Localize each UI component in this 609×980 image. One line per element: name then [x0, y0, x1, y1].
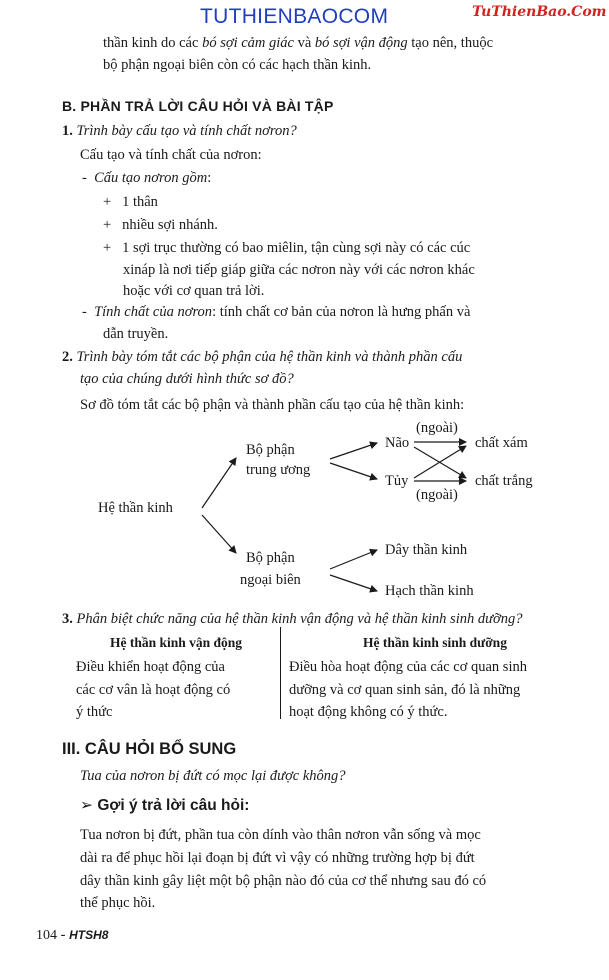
answer-line-2: dài ra để phục hồi lại đoạn bị đứt vì vậy có những trường hợp bị đứt [80, 850, 475, 866]
q3-col1-line-1: Điều khiển hoạt động của [76, 659, 225, 675]
intro-line-2: bộ phận ngoại biên còn có các hạch thần kinh. [103, 57, 372, 73]
q3-column-divider [280, 627, 281, 719]
diagram-peripheral-label-2: ngoại biên [240, 572, 301, 588]
q1-structure-line: - Cấu tạo nơron gồm: [82, 170, 212, 186]
site-logo: TuThienBao.Com [472, 4, 607, 20]
diagram-ganglion-label: Hạch thần kinh [385, 583, 474, 599]
q3-col2-line-2: dưỡng và cơ quan sinh sản, đó là những [289, 682, 521, 698]
q3-col2-line-1: Điều hòa hoạt động của các cơ quan sinh [289, 659, 527, 675]
q1-property-line-2: dẫn truyền. [103, 326, 169, 342]
q2-question: 2. Trình bày tóm tắt các bộ phận của hệ thần kinh và thành phần cấu [62, 349, 463, 365]
diagram-grey-matter-label: chất xám [475, 435, 528, 451]
q2-question-line-2: tạo của chúng dưới hình thức sơ đồ? [80, 371, 294, 387]
answer-line-4: thể phục hồi. [80, 895, 156, 911]
q1-bullet-3-line-3: hoặc với cơ quan trả lời. [123, 283, 265, 299]
q3-col2-line-3: hoạt động không có ý thức. [289, 704, 448, 720]
q2-intro: Sơ đồ tóm tắt các bộ phận và thành phần cấu tạo của hệ thần kinh: [80, 397, 465, 413]
q1-intro: Cấu tạo và tính chất của nơron: [80, 147, 262, 163]
q3-col2-heading: Hệ thần kinh sinh dưỡng [363, 635, 507, 650]
answer-line-3: dây thần kinh gây liệt một bộ phận nào đó của cơ thể nhưng sau đó có [80, 873, 487, 889]
diagram-white-matter-label: chất trắng [475, 473, 533, 489]
diagram-arrow-to-brain [330, 443, 377, 459]
section-b-title: B. PHẦN TRẢ LỜI CÂU HỎI VÀ BÀI TẬP [62, 98, 334, 114]
q1-bullet-1: + 1 thân [103, 194, 158, 210]
hint-arrow-icon: ➢ [80, 796, 93, 814]
q1-bullet-3: + 1 sợi trục thường có bao miêlin, tận cùng sợi này có các cúc [103, 240, 471, 256]
hint-heading: ➢ Gợi ý trả lời câu hỏi: [80, 796, 250, 814]
section-iii-question: Tua của nơron bị đứt có mọc lại được không? [80, 768, 346, 784]
diagram-arrow-to-peripheral [202, 515, 236, 553]
q1-bullet-3-line-2: xináp là nơi tiếp giáp giữa các nơron này với các nơron khác [123, 262, 475, 278]
nervous-system-diagram [0, 415, 609, 605]
diagram-brain-label: Não [385, 435, 410, 451]
q1-question: 1. Trình bày cấu tạo và tính chất nơron? [62, 123, 297, 139]
q1-bullet-2: + nhiều sợi nhánh. [103, 217, 218, 233]
q1-property-line: - Tính chất của nơron: tính chất cơ bản của nơron là hưng phấn và [82, 304, 471, 320]
diagram-outer-bottom-label: (ngoài) [416, 487, 458, 503]
q3-col1-line-2: các cơ vân là hoạt động có [76, 682, 231, 698]
q3-col1-line-3: ý thức [76, 704, 113, 720]
diagram-root-label: Hệ thần kinh [98, 500, 173, 516]
diagram-arrow-to-spinal [330, 463, 377, 479]
answer-line-1: Tua nơron bị đứt, phần tua còn dính vào thân nơron vẫn sống và mọc [80, 827, 481, 843]
section-iii-title: III. CÂU HỎI BỔ SUNG [62, 740, 237, 758]
diagram-arrow-to-nerve [330, 550, 377, 569]
diagram-nerve-label: Dây thần kinh [385, 542, 468, 558]
diagram-outer-top-label: (ngoài) [416, 420, 458, 436]
diagram-peripheral-label-1: Bộ phận [246, 550, 295, 566]
diagram-spinal-label: Tủy [385, 473, 409, 489]
site-watermark: TUTHIENBAOCOM [200, 5, 389, 28]
diagram-arrow-to-central [202, 458, 236, 508]
intro-line-1: thần kinh do các bó sợi cảm giác và bó sợi vận động tạo nên, thuộc [103, 35, 494, 51]
q3-question: 3. Phân biệt chức năng của hệ thần kinh vận động và hệ thần kinh sinh dưỡng? [62, 611, 523, 627]
diagram-central-label-1: Bộ phận [246, 442, 295, 458]
page-footer: 104 - HTSH8 [36, 927, 109, 943]
diagram-central-label-2: trung ương [246, 462, 311, 478]
q3-col1-heading: Hệ thần kinh vận động [109, 635, 243, 650]
diagram-arrow-to-ganglion [330, 575, 377, 591]
